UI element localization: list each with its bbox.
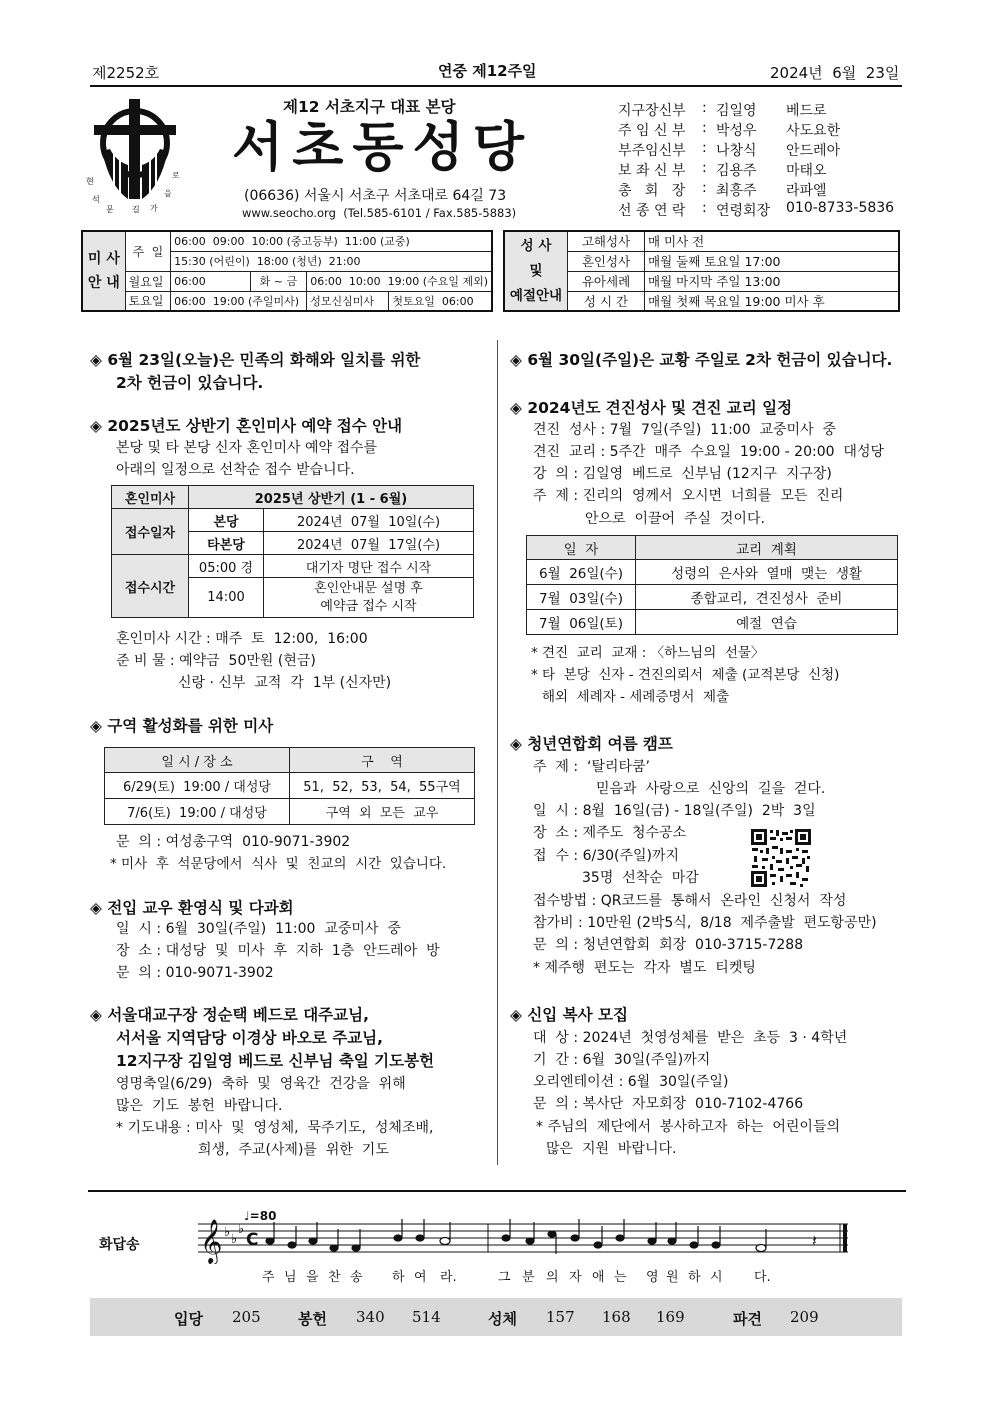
text-line: 주 제 : 진리의 영께서 오시면 너희를 모든 진리	[533, 488, 844, 504]
text-line: 혼인미사 시간 : 매주 토 12:00, 16:00	[116, 631, 368, 647]
staff-row: 주 임 신 부 : 박성우 사도요한	[618, 120, 841, 139]
staff-role: 선 종 연 락	[618, 203, 686, 219]
staff-title: 마태오	[786, 163, 827, 179]
time-2-desc	[264, 578, 474, 618]
lyric-syllable: 찬	[328, 1270, 341, 1285]
tabondang-label: 타본당	[189, 532, 264, 555]
wedding-schedule-table	[111, 485, 474, 618]
lyric-syllable: 시	[710, 1270, 723, 1285]
notice-confirmation	[510, 396, 792, 418]
issue-date: 2024년 6월 23일	[770, 64, 900, 82]
saturday-time: 06:00 19:00 (주일미사)	[171, 291, 307, 311]
text-line: 해외 세례자 - 세례증명서 제출	[542, 689, 730, 705]
sacrament-name: 유아세례	[568, 271, 645, 291]
notice-title: 전입 교우 환영식 및 다과회	[107, 899, 294, 917]
sacrament-value: 매월 둘째 토요일 17:00	[645, 251, 900, 271]
sacrament-label-cell	[504, 231, 568, 311]
text-line: 문 의 : 여성총구역 010-9071-3902	[116, 834, 351, 850]
text-line: 문 의 : 복사단 자모회장 010-7102-4766	[533, 1096, 804, 1112]
staff-role: 총 회 장	[618, 183, 686, 199]
notice-altar-server	[510, 1003, 628, 1025]
qr-code[interactable]	[750, 828, 812, 888]
lyric-syllable: 다.	[754, 1270, 771, 1285]
text-line: 접수방법 : QR코드를 통해서 온라인 신청서 작성	[533, 893, 847, 909]
lyric-syllable: 의	[546, 1270, 559, 1285]
music-notes-svg	[198, 1218, 850, 1264]
district-th-2: 구 역	[290, 748, 475, 773]
diamond-bullet-icon: ◈	[90, 899, 108, 917]
notice-papal-collection	[510, 348, 892, 370]
lyric-syllable: 자	[569, 1270, 582, 1285]
text-line: * 견진 교리 교재 : 〈하느님의 선물〉	[531, 645, 765, 661]
monday-label: 월요일	[125, 271, 170, 291]
notice-feast-prayer	[90, 1003, 369, 1025]
text-line: 접 수 : 6/30(주일)까지	[533, 848, 680, 864]
diamond-bullet-icon: ◈	[90, 1006, 108, 1024]
text-line: 장 소 : 제주도 청수공소	[533, 825, 687, 841]
district-th-1: 일 시 / 장 소	[105, 748, 290, 773]
text-line: 일 시 : 8월 16일(금) - 18일(주일) 2박 3일	[533, 803, 816, 819]
flat-icon: ♭	[224, 1225, 231, 1240]
confirmation-plan: 성령의 은사와 열매 맺는 생활	[636, 560, 898, 585]
lyric-syllable: 님	[284, 1270, 297, 1285]
tuefri-label: 화 ~ 금	[250, 271, 307, 291]
lyric-syllable: 여	[414, 1270, 427, 1285]
diamond-bullet-icon: ◈	[510, 735, 528, 753]
sunday-mass-times-2: 15:30 (어린이) 18:00 (청년) 21:00	[171, 251, 492, 271]
bondang-date: 2024년 07월 10일(수)	[264, 509, 474, 532]
staff-name: 나창식	[716, 143, 757, 159]
mass-schedule-table	[81, 230, 493, 312]
staff-name: 박성우	[716, 123, 757, 139]
saturday-extra-2: 첫토요일 06:00	[389, 291, 492, 311]
sacrament-label-3: 예절안내	[509, 287, 563, 304]
text-line: 본당 및 타 본당 신자 혼인미사 예약 접수를	[116, 440, 378, 456]
notice-title: 청년연합회 여름 캠프	[527, 735, 673, 753]
text-line: * 기도내용 : 미사 및 영성체, 묵주기도, 성체조배,	[116, 1120, 434, 1136]
logo-char-1: 현	[86, 177, 94, 186]
sacrament-name: 고해성사	[568, 231, 645, 251]
notice-youth-camp	[510, 732, 673, 754]
issue-number: 제2252호	[92, 64, 160, 82]
district-when: 6/29(토) 19:00 / 대성당	[105, 773, 290, 799]
confirmation-table	[526, 535, 898, 635]
lyric-syllable: 주	[262, 1270, 275, 1285]
text-line: 주 제 : ‘탈리타쿰’	[533, 759, 651, 775]
sacrament-label-1: 성 사	[520, 237, 552, 254]
lyric-syllable: 분	[522, 1270, 535, 1285]
text-line: 신랑 · 신부 교적 각 1부 (신자만)	[178, 675, 392, 691]
liturgical-sunday: 연중 제12주일	[438, 62, 537, 80]
staff-role: 주 임 신 부	[618, 123, 686, 139]
hymn-offertory-number: 514	[412, 1308, 441, 1326]
confirmation-th-2: 교리 계획	[636, 536, 898, 560]
time-2-desc-1: 혼인안내문 설명 후	[314, 580, 423, 596]
text-line: 강 의 : 김일영 베드로 신부님 (12지구 지구장)	[533, 466, 832, 482]
wedding-received-date-label: 접수일자	[112, 509, 189, 555]
text-line: 영명축일(6/29) 축하 및 영육간 건강을 위해	[116, 1076, 406, 1092]
staff-name: 김용주	[716, 163, 757, 179]
notice-title: 서울대교구장 정순택 베드로 대주교님,	[107, 1006, 369, 1024]
diamond-bullet-icon: ◈	[90, 351, 108, 369]
text-line: 아래의 일정으로 선착순 접수 받습니다.	[116, 462, 355, 478]
logo-char-4: 로	[172, 171, 180, 180]
notice-welcome-party	[90, 896, 294, 918]
diamond-bullet-icon: ◈	[510, 351, 528, 369]
confirmation-plan: 예절 연습	[636, 610, 898, 635]
staff-name: 연령회장	[716, 203, 771, 219]
staff-title: 사도요한	[786, 123, 841, 139]
notice-title: 구역 활성화를 위한 미사	[107, 717, 274, 735]
sunday-label: 주 일	[125, 231, 170, 271]
notice-second-collection	[90, 348, 420, 370]
flat-icon: ♭	[238, 1222, 245, 1237]
wedding-received-time-label: 접수시간	[112, 555, 189, 618]
district-when: 7/6(토) 19:00 / 대성당	[105, 799, 290, 825]
text-line: 많은 기도 봉헌 바랍니다.	[116, 1098, 283, 1114]
text-line: * 미사 후 석문당에서 식사 및 친교의 시간 있습니다.	[110, 856, 447, 872]
notice-title: 2025년도 상반기 혼인미사 예약 접수 안내	[107, 417, 403, 435]
staff-row: 지구장신부 : 김일영 베드로	[618, 100, 827, 119]
column-divider	[497, 340, 498, 1165]
notice-wedding-reservation	[90, 414, 402, 436]
rest-icon: 𝄽	[812, 1231, 817, 1250]
monday-time: 06:00	[171, 271, 251, 291]
text-line: 준 비 물 : 예약금 50만원 (현금)	[116, 653, 316, 669]
staff-role: 지구장신부	[618, 103, 686, 119]
text-line: 많은 지원 바랍니다.	[546, 1141, 677, 1157]
tempo-mark: ♩=80	[244, 1209, 277, 1223]
staff-title: 안드레아	[786, 143, 841, 159]
text-line: 대 상 : 2024년 첫영성체를 받은 초등 3 · 4학년	[533, 1030, 848, 1046]
diamond-bullet-icon: ◈	[510, 399, 528, 417]
lyric-syllable: 는	[614, 1270, 627, 1285]
text-line: 견진 성사 : 7월 7일(주일) 11:00 교중미사 중	[533, 422, 837, 438]
tabondang-date: 2024년 07월 17일(수)	[264, 532, 474, 555]
lyric-syllable: 원	[666, 1270, 679, 1285]
district-mass-table	[104, 747, 475, 825]
church-address: (06636) 서울시 서초구 서초대로 64길 73	[244, 188, 507, 204]
hymn-entrance-number: 205	[232, 1308, 261, 1326]
text-line: * 제주행 편도는 각자 별도 티켓팅	[533, 960, 756, 976]
hymn-dismissal-number: 209	[790, 1308, 819, 1326]
notice-title-cont: 12지구장 김일영 베드로 신부님 축일 기도봉헌	[116, 1052, 435, 1070]
logo-char-2: 석	[92, 195, 100, 204]
text-line: * 타 본당 신자 - 견진의뢰서 제출 (교적본당 신청)	[531, 667, 840, 683]
district-area: 구역 외 모든 교우	[290, 799, 475, 825]
staff-role: 부주임신부	[618, 143, 686, 159]
lyric-syllable: 하	[392, 1270, 405, 1285]
confirmation-th-1: 일 자	[527, 536, 636, 560]
hymn-communion-label: 성체	[488, 1310, 517, 1328]
psalm-rule	[88, 1190, 906, 1192]
text-line: 장 소 : 대성당 및 미사 후 지하 1층 안드레아 방	[116, 943, 440, 959]
staff-row: 보 좌 신 부 : 김용주 마태오	[618, 160, 827, 179]
notice-title: 2024년도 견진성사 및 견진 교리 일정	[527, 399, 793, 417]
time-1: 05:00 경	[189, 555, 264, 578]
staff-row: 선 종 연 락 : 연령회장 010-8733-5836	[618, 200, 895, 219]
text-line: 견진 교리 : 5주간 매주 수요일 19:00 - 20:00 대성당	[533, 444, 885, 460]
common-time-icon: C	[246, 1230, 259, 1250]
time-1-desc: 대기자 명단 접수 시작	[264, 555, 474, 578]
staff-title: 010-8733-5836	[786, 200, 895, 216]
sacrament-value: 매 미사 전	[645, 231, 900, 251]
diamond-bullet-icon: ◈	[90, 717, 108, 735]
text-line: 문 의 : 010-9071-3902	[116, 965, 274, 981]
diamond-bullet-icon: ◈	[510, 1006, 528, 1024]
lyric-syllable: 라.	[440, 1270, 457, 1285]
text-line: 믿음과 사랑으로 신앙의 길을 걷다.	[596, 781, 826, 797]
saturday-extra-1: 성모신심미사	[307, 291, 389, 311]
psalm-lyrics	[262, 1266, 782, 1284]
staff-name: 김일영	[716, 103, 757, 119]
lyric-syllable: 영	[646, 1270, 659, 1285]
masthead-subtitle: 제12 서초지구 대표 본당	[283, 98, 456, 116]
sacrament-value: 매월 첫째 목요일 19:00 미사 후	[645, 291, 900, 311]
hymn-communion-number: 157	[546, 1308, 575, 1326]
mass-label-2: 안 내	[87, 275, 120, 291]
hymn-communion-number: 169	[656, 1308, 685, 1326]
district-area: 51, 52, 53, 54, 55구역	[290, 773, 475, 799]
time-2: 14:00	[189, 578, 264, 618]
text-line: 35명 선착순 마감	[582, 870, 699, 886]
confirmation-date: 6월 26일(수)	[527, 560, 636, 585]
staff-title: 베드로	[786, 103, 827, 119]
hymn-offertory-label: 봉헌	[298, 1310, 327, 1328]
staff-list	[618, 100, 894, 220]
hymn-communion-number: 168	[602, 1308, 631, 1326]
treble-clef-icon: 𝄞	[200, 1219, 223, 1263]
flat-icon: ♭	[231, 1232, 238, 1247]
hymn-bar	[90, 1298, 902, 1336]
text-line: 문 의 : 청년연합회 회장 010-3715-7288	[533, 937, 804, 953]
psalm-label: 화답송	[99, 1237, 140, 1253]
hymn-entrance-label: 입당	[174, 1310, 203, 1328]
staff-role: 보 좌 신 부	[618, 163, 686, 179]
notice-district-mass	[90, 714, 273, 736]
header-rule	[90, 85, 902, 87]
sacrament-label-2: 및	[529, 262, 543, 279]
diamond-bullet-icon: ◈	[90, 417, 108, 435]
text-line: 기 간 : 6월 30일(주일)까지	[533, 1052, 711, 1068]
staff-row: 부주임신부 : 나창식 안드레아	[618, 140, 841, 159]
mass-label-1: 미 사	[87, 251, 120, 267]
sacrament-name: 성 시 간	[568, 291, 645, 311]
text-line: 참가비 : 10만원 (2박5식, 8/18 제주출발 편도항공만)	[533, 915, 877, 931]
confirmation-plan: 종합교리, 견진성사 준비	[636, 585, 898, 610]
hymn-dismissal-label: 파견	[733, 1310, 762, 1328]
tuefri-time: 06:00 10:00 19:00 (수요일 제외)	[307, 271, 492, 291]
text-line: 일 시 : 6월 30일(주일) 11:00 교중미사 중	[116, 921, 401, 937]
bondang-label: 본당	[189, 509, 264, 532]
sunday-mass-times-1: 06:00 09:00 10:00 (중고등부) 11:00 (교중)	[171, 231, 492, 251]
confirmation-date: 7월 03일(수)	[527, 585, 636, 610]
text-line: 안으로 이끌어 주실 것이다.	[585, 511, 765, 527]
staff-name: 최흥주	[716, 183, 757, 199]
church-contact: www.seocho.org (Tel.585-6101 / Fax.585-5883)	[242, 206, 517, 220]
church-name-title: 서초동성당	[232, 117, 533, 178]
hymn-offertory-number: 340	[356, 1308, 385, 1326]
lyric-syllable: 송	[350, 1270, 363, 1285]
staff-row: 총 회 장 : 최흥주 라파엘	[618, 180, 827, 199]
text-line: 오리엔테이션 : 6월 30일(주일)	[533, 1074, 729, 1090]
logo-char-7: 가	[150, 204, 158, 213]
notice-title: 6월 23일(오늘)은 민족의 화해와 일치를 위한	[107, 351, 421, 369]
notice-title: 6월 30일(주일)은 교황 주일로 2차 헌금이 있습니다.	[527, 351, 893, 369]
wedding-th-1: 혼인미사	[112, 486, 189, 509]
sacrament-name: 혼인성사	[568, 251, 645, 271]
logo-char-6: 길	[132, 205, 140, 214]
lyric-syllable: 그	[498, 1270, 511, 1285]
sacrament-value: 매월 마지막 주일 13:00	[645, 271, 900, 291]
time-2-desc-2: 예약금 접수 시작	[320, 598, 417, 614]
mass-label-cell	[82, 231, 125, 311]
text-line: * 주님의 제단에서 봉사하고자 하는 어린이들의	[536, 1119, 841, 1135]
lyric-syllable: 을	[306, 1270, 319, 1285]
qr-code-icon	[750, 828, 812, 888]
lyric-syllable: 애	[592, 1270, 605, 1285]
lyric-syllable: 하	[688, 1270, 701, 1285]
logo-char-5: 을	[164, 189, 172, 198]
logo-char-3: 문	[106, 205, 114, 214]
staff-title: 라파엘	[786, 183, 827, 199]
sacrament-table	[503, 230, 900, 312]
notice-title: 신입 복사 모집	[527, 1006, 628, 1024]
notice-title-cont: 서서울 지역담당 이경상 바오로 주교님,	[116, 1029, 384, 1047]
saturday-label: 토요일	[125, 291, 170, 311]
wedding-th-2: 2025년 상반기 (1 - 6월)	[189, 486, 474, 509]
music-notes	[198, 1218, 850, 1264]
confirmation-date: 7월 06일(토)	[527, 610, 636, 635]
notice-title-cont: 2차 헌금이 있습니다.	[116, 374, 264, 392]
text-line: 희생, 주교(사제)를 위한 기도	[198, 1142, 389, 1158]
